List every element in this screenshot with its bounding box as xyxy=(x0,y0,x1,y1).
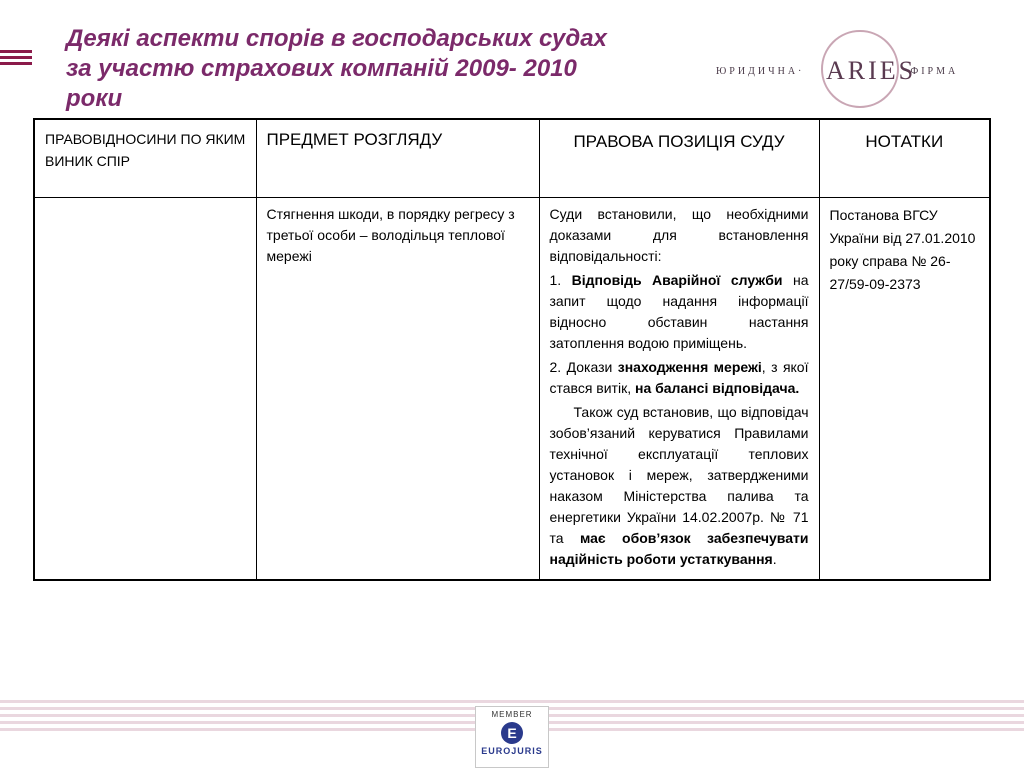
cell-notes: Постанова ВГСУ України від 27.01.2010 року справа № 26-27/59-09-2373 xyxy=(819,197,990,580)
cell-relations xyxy=(34,197,256,580)
header-court-position: ПРАВОВА ПОЗИЦІЯ СУДУ xyxy=(539,119,819,197)
logo-left-text: ЮРИДИЧНА· xyxy=(716,66,805,77)
logo-right-text: ·ФІРМА xyxy=(904,66,959,77)
badge-member-label: MEMBER xyxy=(491,710,533,719)
header-relations-line-2: ВИНИК СПІР xyxy=(45,153,131,169)
court-point-2 xyxy=(550,357,809,399)
cell-court-position xyxy=(539,197,819,580)
court-intro: Суди встановили, що необхідними доказами для встановлення відповідальності: xyxy=(549,205,809,264)
point-1-rest: на запит щодо надання інформації відносно обставин настання затоплення водою приміщень. xyxy=(549,271,809,351)
header-relations-line-1: ПРАВОВІДНОСИНИ ПО ЯКИМ xyxy=(45,131,246,147)
title-line-2: за участю страхових компаній 2009- 2010 xyxy=(66,55,577,82)
logo-brand: ARIES xyxy=(826,56,917,85)
point-1-number: 1. xyxy=(549,271,572,288)
point-2-bold-2: на балансі відповідача. xyxy=(634,379,800,396)
court-point-3 xyxy=(550,402,809,570)
disputes-table xyxy=(33,118,991,581)
table-row xyxy=(34,197,990,580)
point-1-bold: Відповідь Аварійної служби xyxy=(571,271,783,288)
header-notes: НОТАТКИ xyxy=(819,119,990,197)
point-3-start: Також суд встановив, що відповідач зобов’язаний керуватися Правилами технічної експлуатації теплових установок і мереж, затвердженими наказом Міністерства палива та енергетики України 14.02.2007р. № 71 та xyxy=(549,403,809,546)
table-header-row xyxy=(34,119,990,197)
point-3-end: . xyxy=(772,550,777,567)
page-title xyxy=(66,24,666,114)
point-2-mid: , з якої стався витік, xyxy=(549,358,809,396)
header-relations xyxy=(34,119,256,197)
cell-subject: Стягнення шкоди, в порядку регресу з третьої особи – володільця теплової мережі xyxy=(256,197,539,580)
eurojuris-logo-icon: E xyxy=(501,722,523,744)
title-line-3: роки xyxy=(66,85,123,112)
left-decorative-stripes xyxy=(0,50,32,68)
point-2-bold-1: знаходження мережі xyxy=(617,358,762,375)
point-2-start: 2. Докази xyxy=(549,358,618,375)
point-3-bold: має обов’язок забезпечувати надійність роботи устаткування xyxy=(549,529,809,567)
aries-logo xyxy=(716,30,976,114)
badge-name: EUROJURIS xyxy=(481,746,543,756)
eurojuris-member-badge xyxy=(475,706,549,768)
header-subject: ПРЕДМЕТ РОЗГЛЯДУ xyxy=(256,119,539,197)
title-line-1: Деякі аспекти спорів в господарських судах xyxy=(66,25,607,52)
court-point-1 xyxy=(550,270,809,354)
